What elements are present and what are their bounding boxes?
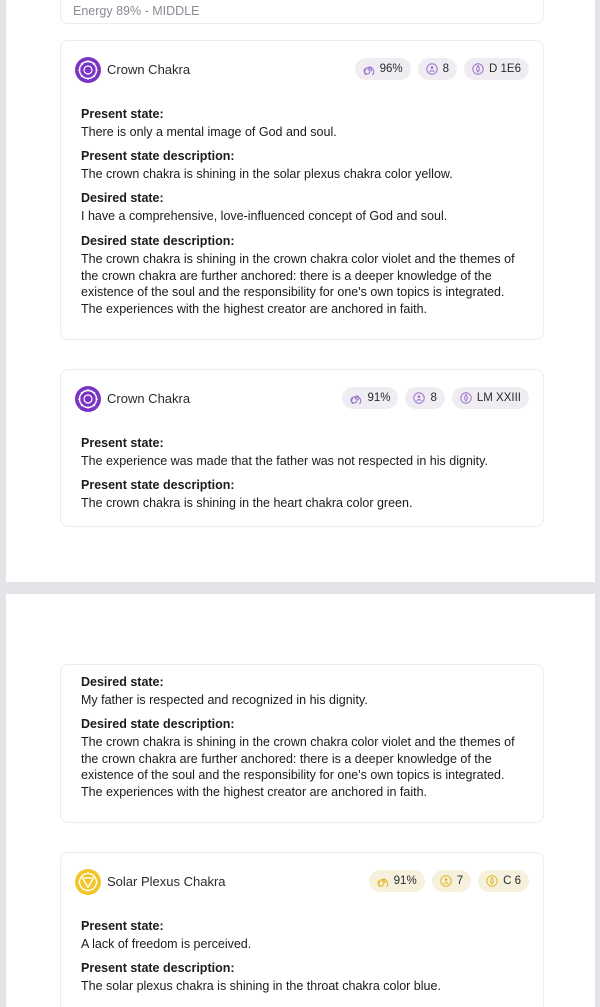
desired-state-label: Desired state:: [81, 191, 164, 205]
present-desc-text: The crown chakra is shining in the solar plexus chakra color yellow.: [81, 167, 453, 181]
chakra-title: Solar Plexus Chakra: [107, 874, 226, 889]
level-badge: [432, 870, 471, 892]
drop-icon: [486, 875, 498, 887]
code-badge: [464, 58, 529, 80]
spiral-icon: [363, 63, 375, 75]
chakra-card: [60, 40, 544, 340]
energy-value: 91%: [367, 392, 391, 404]
crown-chakra-icon: [75, 386, 101, 412]
desired-state-section: [81, 674, 527, 709]
code-value: C 6: [503, 875, 521, 887]
present-desc-section: [81, 960, 527, 995]
level-value: 7: [456, 875, 464, 887]
energy-badge: [369, 870, 425, 892]
present-desc-section: [81, 148, 527, 183]
code-value: D 1E6: [489, 63, 521, 75]
chakra-title: Crown Chakra: [107, 62, 191, 77]
present-desc-label: Present state description:: [81, 478, 235, 492]
solar-plexus-chakra-icon: [75, 869, 101, 895]
desired-desc-label: Desired state description:: [81, 717, 235, 731]
level-value: 8: [442, 63, 450, 75]
present-state-label: Present state:: [81, 436, 164, 450]
badge-group: [355, 58, 529, 80]
desired-state-text: My father is respected and recognized in his dignity.: [81, 693, 368, 707]
person-icon: [413, 392, 425, 404]
present-desc-text: The solar plexus chakra is shining in the throat chakra color blue.: [81, 979, 441, 993]
desired-state-section: [81, 190, 527, 225]
present-desc-section: [81, 477, 527, 512]
spiral-icon: [350, 392, 362, 404]
desired-state-text: I have a comprehensive, love-influenced concept of God and soul.: [81, 209, 448, 223]
present-state-section: [81, 106, 527, 141]
desired-desc-section: [81, 716, 527, 800]
present-desc-label: Present state description:: [81, 961, 235, 975]
present-desc-text: The crown chakra is shining in the heart chakra color green.: [81, 496, 413, 510]
energy-value: 96%: [379, 63, 403, 75]
present-state-text: A lack of freedom is perceived.: [81, 937, 252, 951]
card-header: [75, 386, 529, 412]
present-state-section: [81, 435, 527, 470]
chakra-card-partial: [60, 0, 544, 24]
present-state-label: Present state:: [81, 919, 164, 933]
person-icon: [426, 63, 438, 75]
chakra-card: [60, 852, 544, 1007]
desired-state-label: Desired state:: [81, 675, 164, 689]
chakra-title: Crown Chakra: [107, 391, 191, 406]
crown-chakra-icon: [75, 57, 101, 83]
page-2: [6, 594, 595, 1007]
energy-level-text: Energy 89% - MIDDLE: [73, 4, 200, 18]
badge-group: [369, 870, 529, 892]
code-badge: [478, 870, 529, 892]
present-state-section: [81, 918, 527, 953]
present-state-label: Present state:: [81, 107, 164, 121]
present-desc-label: Present state description:: [81, 149, 235, 163]
level-badge: [418, 58, 457, 80]
energy-badge: [342, 387, 398, 409]
desired-desc-section: [81, 233, 527, 317]
code-value: LM XXIII: [476, 392, 521, 404]
drop-icon: [460, 392, 472, 404]
page-1: [6, 0, 595, 582]
energy-value: 91%: [393, 875, 417, 887]
present-state-text: There is only a mental image of God and soul.: [81, 125, 337, 139]
chakra-card: [60, 369, 544, 527]
spiral-icon: [377, 875, 389, 887]
card-header: [75, 57, 529, 83]
desired-desc-label: Desired state description:: [81, 234, 235, 248]
chakra-card-continued: [60, 664, 544, 823]
desired-desc-text: The crown chakra is shining in the crown chakra color violet and the themes of the crown chakra are further anchored: there is a deeper knowledge of the existence of the soul and the responsibility for one's own topics is integrated. The experiences with the highest creator are anchored in faith.: [81, 735, 515, 799]
person-icon: [440, 875, 452, 887]
level-value: 8: [430, 392, 437, 404]
energy-badge: [355, 58, 411, 80]
card-header: [75, 869, 529, 895]
present-state-text: The experience was made that the father was not respected in his dignity.: [81, 454, 488, 468]
drop-icon: [472, 63, 484, 75]
code-badge: [452, 387, 529, 409]
badge-group: [342, 387, 529, 409]
level-badge: [405, 387, 444, 409]
desired-desc-text: The crown chakra is shining in the crown chakra color violet and the themes of the crown chakra are further anchored: there is a deeper knowledge of the existence of the soul and the responsibility for one's own topics is integrated. The experiences with the highest creator are anchored in faith.: [81, 252, 515, 316]
